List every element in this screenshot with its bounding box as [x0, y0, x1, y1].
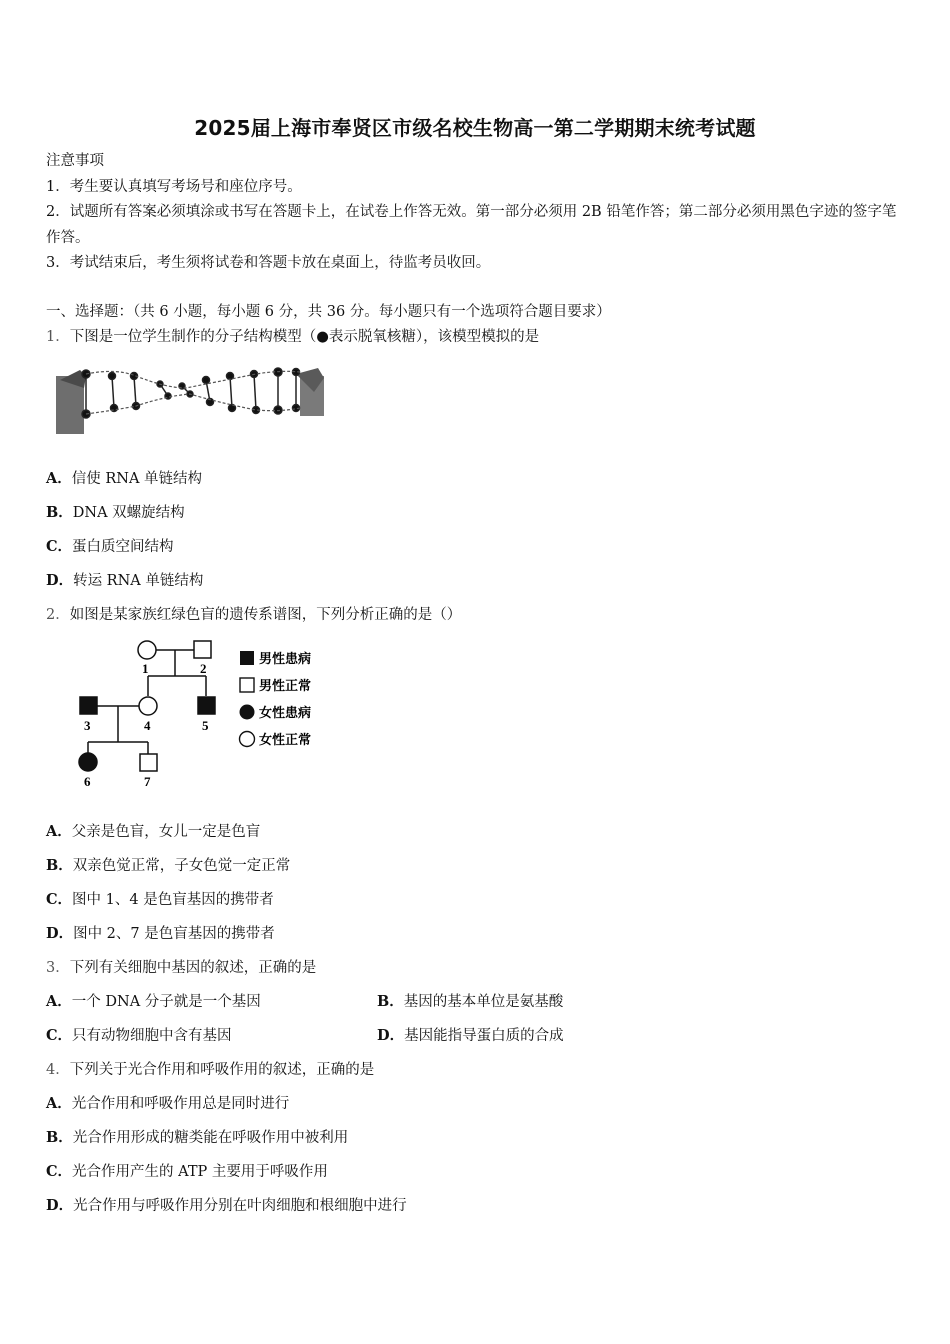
question-1-option-a[interactable]: A．信使 RNA 单链结构 [46, 470, 203, 487]
question-text: 如图是某家族红绿色盲的遗传系谱图，下列分析正确的是（） [69, 607, 462, 623]
question-2-option-c[interactable]: C．图中 1、4 是色盲基因的携带者 [46, 891, 274, 908]
legend-female-affected: 女性患病 [259, 705, 312, 720]
question-number: 1． [46, 329, 70, 345]
question-4-stem [46, 1061, 374, 1079]
question-2-option-d[interactable]: D．图中 2、7 是色盲基因的携带者 [46, 925, 275, 942]
legend-male-normal: 男性正常 [259, 678, 312, 693]
backbone-strand-top [86, 371, 300, 388]
dna-model-figure [56, 362, 326, 438]
notice-item-2: 2．试题所有答案必须填涂或书写在答题卡上，在试卷上作答无效。第一部分必须用 2B 铅笔作答；第二部分必须用黑色字迹的签字笔作答。 [46, 204, 897, 246]
question-text: 下图是一位学生制作的分子结构模型（●表示脱氧核糖），该模型模拟的是 [69, 329, 540, 345]
question-1-option-d[interactable]: D．转运 RNA 单链结构 [46, 572, 204, 589]
question-number: 3． [46, 960, 70, 976]
backbone-strand-bottom [86, 394, 300, 414]
legend-female-affected-symbol [240, 705, 255, 720]
question-3-option-d[interactable]: D．基因能指导蛋白质的合成 [377, 1027, 564, 1044]
question-number: 4． [46, 1062, 70, 1078]
legend-female-normal: 女性正常 [259, 732, 312, 747]
pedigree-label-5: 5 [202, 718, 209, 733]
notice-item-3: 3．考试结束后，考生须将试卷和答题卡放在桌面上，待监考员收回。 [46, 255, 491, 271]
exam-title: 2025届上海市奉贤区市级名校生物高一第二学期期末统考试题 [194, 116, 756, 140]
question-4-option-c[interactable]: C．光合作用产生的 ATP 主要用于呼吸作用 [46, 1163, 328, 1180]
pedigree-label-2: 2 [200, 661, 207, 676]
pedigree-label-1: 1 [142, 661, 149, 676]
question-1-stem [46, 328, 539, 346]
helix-pairs [82, 368, 300, 418]
pedigree-label-6: 6 [84, 774, 91, 789]
question-3-stem [46, 959, 316, 977]
question-1-option-b[interactable]: B．DNA 双螺旋结构 [46, 504, 185, 521]
question-2-option-b[interactable]: B．双亲色觉正常，子女色觉一定正常 [46, 857, 291, 874]
pedigree-label-3: 3 [84, 718, 91, 733]
question-3-option-a[interactable]: A．一个 DNA 分子就是一个基因 [46, 993, 261, 1010]
pedigree-chart [70, 636, 340, 796]
question-text: 下列有关细胞中基因的叙述，正确的是 [69, 960, 317, 976]
question-1-option-c[interactable]: C．蛋白质空间结构 [46, 538, 174, 555]
question-number: 2． [46, 607, 70, 623]
pedigree-individual-7 [140, 754, 157, 771]
pedigree-individual-4 [139, 697, 157, 715]
section-heading: 一、选择题：（共 6 小题，每小题 6 分，共 36 分。每小题只有一个选项符合题目要求） [46, 304, 611, 320]
pedigree-label-4: 4 [144, 718, 151, 733]
legend-male-normal-symbol [240, 678, 254, 692]
legend-male-affected-symbol [240, 651, 254, 665]
pedigree-individual-5 [198, 697, 215, 714]
legend-female-normal-symbol [240, 732, 255, 747]
legend-male-affected: 男性患病 [259, 651, 312, 666]
question-4-option-a[interactable]: A．光合作用和呼吸作用总是同时进行 [46, 1095, 290, 1112]
pedigree-individual-2 [194, 641, 211, 658]
question-text: 下列关于光合作用和呼吸作用的叙述，正确的是 [69, 1062, 375, 1078]
question-3-option-b[interactable]: B．基因的基本单位是氨基酸 [377, 993, 564, 1010]
pedigree-label-7: 7 [144, 774, 151, 789]
question-2-stem [46, 606, 461, 624]
question-4-option-b[interactable]: B．光合作用形成的糖类能在呼吸作用中被利用 [46, 1129, 349, 1146]
notice-heading: 注意事项 [46, 153, 104, 169]
notice-item-1: 1．考生要认真填写考场号和座位序号。 [46, 179, 302, 195]
pedigree-individual-3 [80, 697, 97, 714]
pedigree-individual-1 [138, 641, 156, 659]
pedigree-individual-6 [79, 753, 97, 771]
question-3-option-c[interactable]: C．只有动物细胞中含有基因 [46, 1027, 232, 1044]
question-2-option-a[interactable]: A．父亲是色盲，女儿一定是色盲 [46, 823, 261, 840]
question-4-option-d[interactable]: D．光合作用与呼吸作用分别在叶肉细胞和根细胞中进行 [46, 1197, 407, 1214]
